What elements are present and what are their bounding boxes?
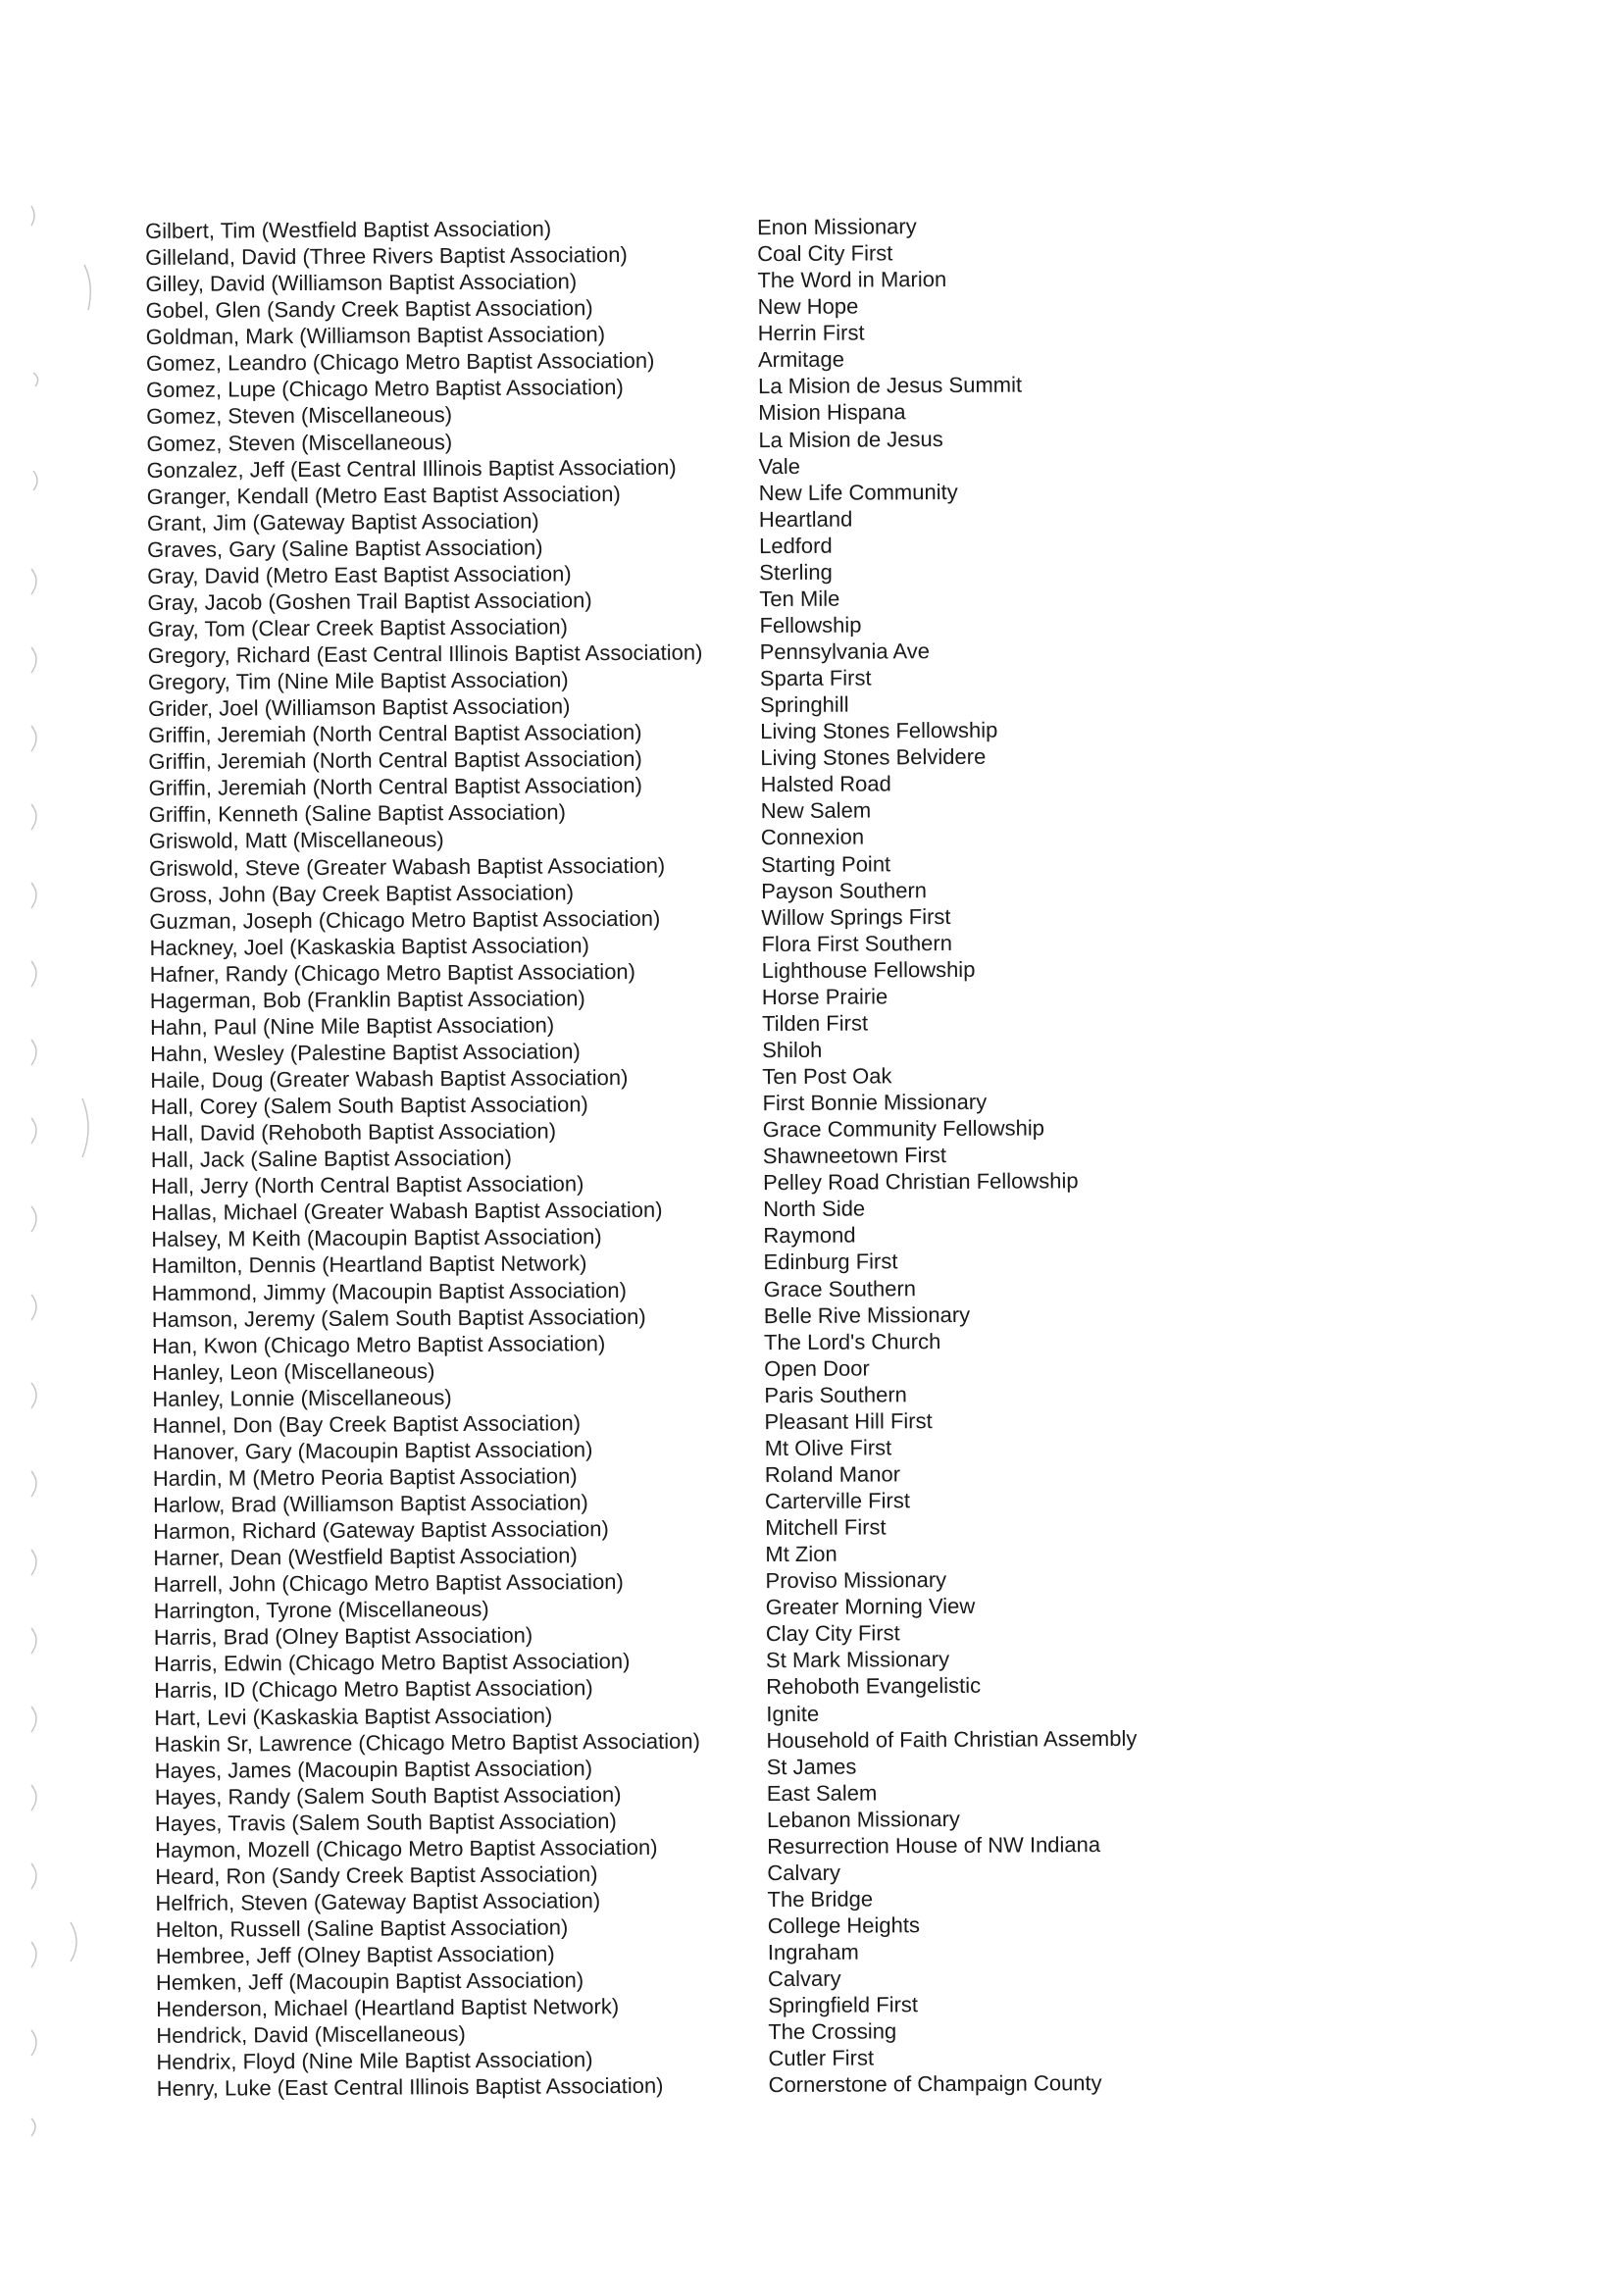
pastor-name: Harmon, Richard (Gateway Baptist Association) (153, 1516, 609, 1545)
pastor-name: Hamson, Jeremy (Salem South Baptist Association) (151, 1303, 646, 1332)
pastor-name: Gray, Jacob (Goshen Trail Baptist Association) (147, 587, 592, 615)
church-name: Starting Point (760, 850, 891, 877)
pastor-name: Hardin, M (Metro Peoria Baptist Association) (152, 1463, 578, 1491)
church-name: Lighthouse Fellowship (761, 956, 976, 983)
church-name: Open Door (764, 1355, 870, 1381)
church-name: Willow Springs First (761, 903, 951, 930)
pastor-name: Hall, Corey (Salem South Baptist Association) (150, 1092, 588, 1120)
pastor-name: Harris, Brad (Olney Baptist Association) (153, 1622, 533, 1651)
church-name: Mision Hispana (758, 399, 906, 426)
church-name: Flora First Southern (761, 930, 953, 956)
pastor-name: Goldman, Mark (Williamson Baptist Association) (145, 322, 606, 350)
church-name: Calvary (767, 1860, 840, 1886)
church-name: Mt Olive First (764, 1435, 892, 1461)
church-name: Vale (758, 453, 801, 479)
church-name: Carterville First (764, 1488, 910, 1514)
pastor-name: Hall, David (Rehoboth Baptist Association) (150, 1118, 557, 1147)
church-name: Edinburg First (763, 1249, 898, 1275)
pastor-name: Gilleland, David (Three Rivers Baptist Association) (145, 242, 628, 271)
pastor-name: Heard, Ron (Sandy Creek Baptist Association) (155, 1861, 598, 1889)
church-name: Ingraham (767, 1939, 859, 1965)
pastor-name: Harris, Edwin (Chicago Metro Baptist Association) (153, 1649, 631, 1677)
pastor-name: Griffin, Jeremiah (North Central Baptist Association) (148, 773, 642, 801)
pastor-name: Gonzalez, Jeff (East Central Illinois Baptist Association) (146, 454, 677, 483)
pastor-name: Hall, Jerry (North Central Baptist Association) (150, 1171, 584, 1199)
church-name: Calvary (767, 1965, 841, 1992)
church-name: Greater Morning View (765, 1594, 976, 1620)
church-name: Proviso Missionary (765, 1567, 947, 1594)
church-name: Pleasant Hill First (764, 1407, 933, 1434)
pastor-name: Gray, David (Metro East Baptist Association) (147, 561, 572, 588)
pastor-name: Hahn, Wesley (Palestine Baptist Association) (150, 1039, 581, 1066)
church-name: Grace Southern (763, 1275, 917, 1301)
church-name: Lebanon Missionary (766, 1806, 960, 1832)
church-name: St James (766, 1754, 857, 1779)
church-name: New Life Community (758, 479, 958, 505)
pastor-name: Gobel, Glen (Sandy Creek Baptist Association) (145, 295, 593, 324)
pastor-name: Hallas, Michael (Greater Wabash Baptist Association) (151, 1198, 663, 1226)
pastor-name: Han, Kwon (Chicago Metro Baptist Association) (151, 1330, 606, 1358)
church-name: Belle Rive Missionary (763, 1301, 971, 1328)
pastor-name: Gross, John (Bay Creek Baptist Association) (149, 879, 575, 907)
church-name: Cutler First (768, 2045, 875, 2071)
church-name: St Mark Missionary (765, 1647, 950, 1673)
church-name: New Hope (757, 293, 859, 320)
church-name: North Side (763, 1196, 866, 1222)
pastor-name: Griswold, Steve (Greater Wabash Baptist Association) (148, 852, 666, 881)
pastor-name: Hembree, Jeff (Olney Baptist Association) (155, 1941, 555, 1969)
directory-list (145, 210, 1432, 2102)
church-name: Fellowship (759, 612, 862, 638)
pastor-name: Henderson, Michael (Heartland Baptist Network) (156, 1994, 620, 2022)
church-name: New Salem (760, 797, 872, 824)
church-name: Heartland (758, 506, 853, 532)
church-name: Living Stones Fellowship (760, 717, 998, 744)
church-name: Mt Zion (765, 1541, 837, 1567)
pastor-name: Hayes, Randy (Salem South Baptist Association) (154, 1781, 622, 1810)
pastor-name: Gomez, Lupe (Chicago Metro Baptist Association) (145, 375, 624, 403)
pastor-name: Haile, Doug (Greater Wabash Baptist Association) (150, 1065, 629, 1093)
church-name: Enon Missionary (756, 214, 917, 240)
pastor-name: Hanover, Gary (Macoupin Baptist Association) (152, 1437, 593, 1464)
pastor-name: Gomez, Leandro (Chicago Metro Baptist Association) (145, 348, 655, 377)
church-name: East Salem (766, 1780, 878, 1806)
church-name: Clay City First (765, 1620, 900, 1647)
church-name: Raymond (763, 1222, 856, 1249)
pastor-name: Gregory, Tim (Nine Mile Baptist Association) (147, 667, 569, 695)
pastor-name: Hahn, Paul (Nine Mile Baptist Association) (149, 1012, 555, 1040)
pastor-name: Gilbert, Tim (Westfield Baptist Association) (145, 216, 552, 243)
pastor-name: Harrington, Tyrone (Miscellaneous) (153, 1597, 489, 1624)
pastor-name: Griffin, Jeremiah (North Central Baptist Association) (148, 746, 642, 775)
pastor-name: Halsey, M Keith (Macoupin Baptist Association) (151, 1224, 602, 1252)
pastor-name: Hall, Jack (Saline Baptist Association) (150, 1145, 513, 1173)
church-name: Tilden First (761, 1010, 869, 1037)
pastor-name: Griswold, Matt (Miscellaneous) (148, 827, 444, 854)
church-name: Armitage (757, 346, 845, 373)
church-name: Living Stones Belvidere (760, 744, 987, 771)
church-name: Sparta First (759, 665, 872, 691)
pastor-name: Hart, Levi (Kaskaskia Baptist Association) (154, 1702, 553, 1730)
pastor-name: Gray, Tom (Clear Creek Baptist Association) (147, 614, 568, 641)
church-name: The Lord's Church (763, 1328, 941, 1354)
pastor-name: Hemken, Jeff (Macoupin Baptist Association) (155, 1967, 584, 1996)
pastor-name: Henry, Luke (East Central Illinois Baptist Association) (156, 2073, 664, 2102)
pastor-name: Hafner, Randy (Chicago Metro Baptist Association) (149, 958, 636, 987)
pastor-name: Hannel, Don (Bay Creek Baptist Association) (152, 1410, 582, 1438)
pastor-name: Hayes, James (Macoupin Baptist Association) (154, 1755, 593, 1783)
church-name: Payson Southern (761, 877, 928, 903)
pastor-name: Graves, Gary (Saline Baptist Association) (146, 535, 543, 562)
church-name: First Bonnie Missionary (762, 1089, 988, 1116)
church-name: Paris Southern (764, 1382, 907, 1407)
pastor-name: Haymon, Mozell (Chicago Metro Baptist Association) (155, 1834, 658, 1862)
pastor-name: Hayes, Travis (Salem South Baptist Association) (154, 1808, 617, 1836)
pastor-name: Hanley, Leon (Miscellaneous) (152, 1357, 435, 1385)
pastor-name: Hendrix, Floyd (Nine Mile Baptist Association) (156, 2047, 593, 2075)
church-name: Halsted Road (760, 771, 891, 797)
church-name: Sterling (759, 559, 833, 585)
pastor-name: Gomez, Steven (Miscellaneous) (146, 429, 453, 456)
pastor-name: Gregory, Richard (East Central Illinois Baptist Association) (147, 639, 703, 668)
church-name: Ignite (766, 1701, 820, 1726)
pastor-name: Grider, Joel (Williamson Baptist Association) (147, 693, 571, 722)
pastor-name: Hagerman, Bob (Franklin Baptist Association) (149, 986, 585, 1013)
church-name: Mitchell First (765, 1514, 887, 1541)
church-name: The Bridge (767, 1886, 874, 1912)
pastor-name: Gomez, Steven (Miscellaneous) (146, 402, 453, 430)
church-name: Ten Mile (759, 586, 840, 612)
pastor-name: Griffin, Kenneth (Saline Baptist Association) (148, 799, 566, 828)
pastor-name: Guzman, Joseph (Chicago Metro Baptist Association) (149, 905, 661, 934)
church-name: Resurrection House of NW Indiana (767, 1831, 1101, 1859)
church-name: Springfield First (768, 1992, 919, 2018)
church-name: Cornerstone of Champaign County (768, 2070, 1102, 2098)
church-name: Springhill (759, 691, 849, 718)
church-name: Grace Community Fellowship (762, 1115, 1045, 1143)
scan-edge-artifacts (22, 59, 100, 2217)
church-name: Pelley Road Christian Fellowship (762, 1168, 1079, 1196)
pastor-name: Hamilton, Dennis (Heartland Baptist Network) (151, 1250, 587, 1279)
church-name: Connexion (760, 824, 865, 850)
church-name: Household of Faith Christian Assembly (766, 1725, 1138, 1753)
church-name: Horse Prairie (761, 984, 888, 1009)
pastor-name: Harris, ID (Chicago Metro Baptist Association) (154, 1675, 593, 1704)
pastor-name: Harner, Dean (Westfield Baptist Association) (153, 1543, 578, 1571)
pastor-name: Hackney, Joel (Kaskaskia Baptist Association) (149, 932, 589, 960)
church-name: Herrin First (757, 320, 865, 346)
pastor-name: Haskin Sr, Lawrence (Chicago Metro Baptist Association) (154, 1728, 700, 1757)
pastor-name: Harrell, John (Chicago Metro Baptist Association) (153, 1569, 624, 1598)
church-name: College Heights (767, 1912, 921, 1939)
pastor-name: Griffin, Jeremiah (North Central Baptist Association) (148, 720, 642, 748)
church-name: Roland Manor (764, 1461, 901, 1488)
pastor-name: Gilley, David (Williamson Baptist Association) (145, 269, 578, 297)
church-name: The Word in Marion (757, 267, 947, 293)
pastor-name: Hanley, Lonnie (Miscellaneous) (152, 1384, 452, 1411)
church-name: Coal City First (757, 240, 893, 267)
pastor-name: Helton, Russell (Saline Baptist Association) (155, 1914, 569, 1942)
pastor-name: Hammond, Jimmy (Macoupin Baptist Association) (151, 1277, 627, 1305)
church-name: La Mision de Jesus Summit (757, 372, 1023, 399)
church-name: Ten Post Oak (762, 1063, 892, 1090)
church-name: Shiloh (762, 1037, 823, 1063)
church-name: Rehoboth Evangelistic (766, 1673, 982, 1700)
church-name: Shawneetown First (762, 1143, 947, 1169)
church-name: Pennsylvania Ave (759, 638, 931, 665)
pastor-name: Grant, Jim (Gateway Baptist Association) (146, 508, 539, 535)
church-name: La Mision de Jesus (758, 426, 943, 452)
pastor-name: Hendrick, David (Miscellaneous) (156, 2021, 466, 2049)
church-name: The Crossing (768, 2018, 897, 2045)
church-name: Ledford (758, 533, 833, 558)
pastor-name: Helfrich, Steven (Gateway Baptist Association) (155, 1888, 601, 1915)
pastor-name: Granger, Kendall (Metro East Baptist Association) (146, 481, 621, 509)
pastor-name: Harlow, Brad (Williamson Baptist Association) (152, 1490, 588, 1517)
